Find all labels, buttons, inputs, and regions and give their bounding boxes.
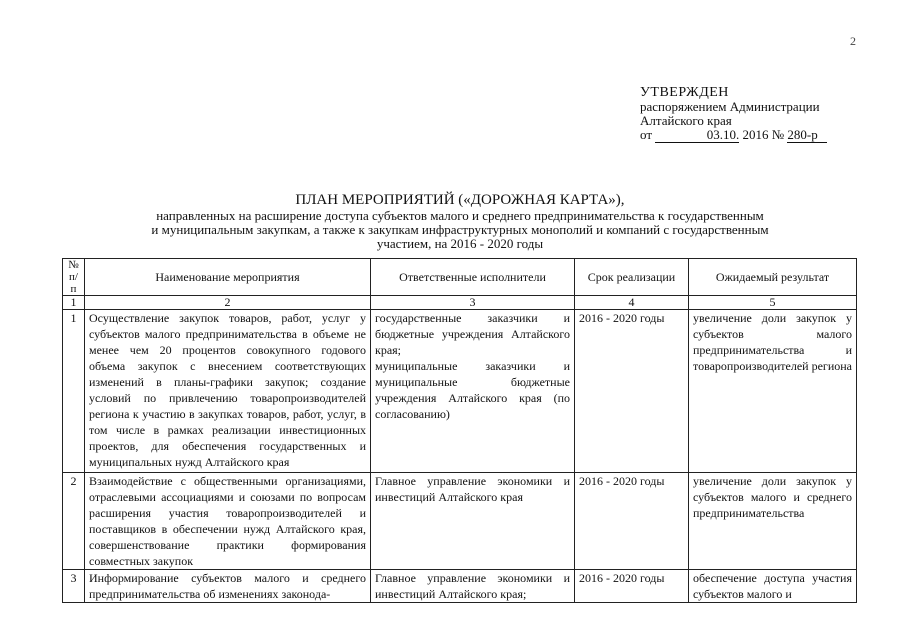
header-action: Наименование мероприятия [85,259,371,296]
row-result: увеличение доли закупок у субъектов малого и среднего предпринимательства [689,473,857,570]
header-num: № п/п [63,259,85,296]
row-result: увеличение доли закупок у субъектов малого предпринимательства и товаропроизводителей региона [689,310,857,473]
column-number: 1 [63,296,85,310]
row-result: обеспечение доступа участия субъектов малого и [689,570,857,603]
row-action: Осуществление закупок товаров, работ, услуг у субъектов малого предпринимательства в объеме не менее чем 20 процентов совокупного годового объема закупок с внесением соответствующих изменений в планы-графики закупок; создание условий по привлечению товаропроизводителей региона к участию в закупках товаров, работ, услуг, в том числе в рамках реализации инвестиционных проектов, для обеспечения государственных и муниципальных нужд Алтайского края [85,310,371,473]
title-line-3: участием, на 2016 - 2020 годы [376,236,544,251]
row-num: 2 [63,473,85,570]
column-number: 4 [575,296,689,310]
document-title [60,193,860,251]
approval-line-2: распоряжением Администрации [640,99,820,114]
column-number: 5 [689,296,857,310]
table-row [63,570,857,603]
row-executors: Главное управление экономики и инвестиций Алтайского края; [371,570,575,603]
page-number: 2 [850,34,856,48]
approval-stamp [640,86,827,143]
approval-date: 03.10. [655,128,739,143]
column-number: 3 [371,296,575,310]
header-executors: Ответственные исполнители [371,259,575,296]
column-number: 2 [85,296,371,310]
title-line-2: и муниципальным закупкам, а также к закупкам инфраструктурных монополий и компаний с государственным [151,222,769,237]
title-heading: ПЛАН МЕРОПРИЯТИЙ («ДОРОЖНАЯ КАРТА»), [295,192,625,208]
row-num: 1 [63,310,85,473]
table-row [63,473,857,570]
row-term: 2016 - 2020 годы [575,570,689,603]
title-line-1: направленных на расширение доступа субъектов малого и среднего предпринимательства к государственным [156,208,764,223]
row-term: 2016 - 2020 годы [575,473,689,570]
header-term: Срок реализации [575,259,689,296]
row-action: Информирование субъектов малого и среднего предпринимательства об изменениях законода- [85,570,371,603]
approval-number: 280-р [787,128,827,143]
header-result: Ожидаемый результат [689,259,857,296]
table-row [63,310,857,473]
plan-table [62,258,857,603]
approval-line-3: Алтайского края [640,113,732,128]
row-num: 3 [63,570,85,603]
table-header-row [63,259,857,296]
approval-from: от [640,127,653,142]
approval-title: УТВЕРЖДЕН [640,85,729,100]
approval-date-row [640,128,827,143]
row-term: 2016 - 2020 годы [575,310,689,473]
row-executors: государственные заказчики и бюджетные учреждения Алтайского края; муниципальные заказчики и муниципальные бюджетные учреждения Алтайского края (по согласованию) [371,310,575,473]
row-executors: Главное управление экономики и инвестиций Алтайского края [371,473,575,570]
column-number-row [63,296,857,310]
row-action: Взаимодействие с общественными организациями, отраслевыми ассоциациями и союзами по вопросам расширения участия товаропроизводителей и поставщиков в обеспечении нужд Алтайского края, совершенствование практики формирования совместных закупок [85,473,371,570]
approval-year: 2016 № [742,127,785,142]
